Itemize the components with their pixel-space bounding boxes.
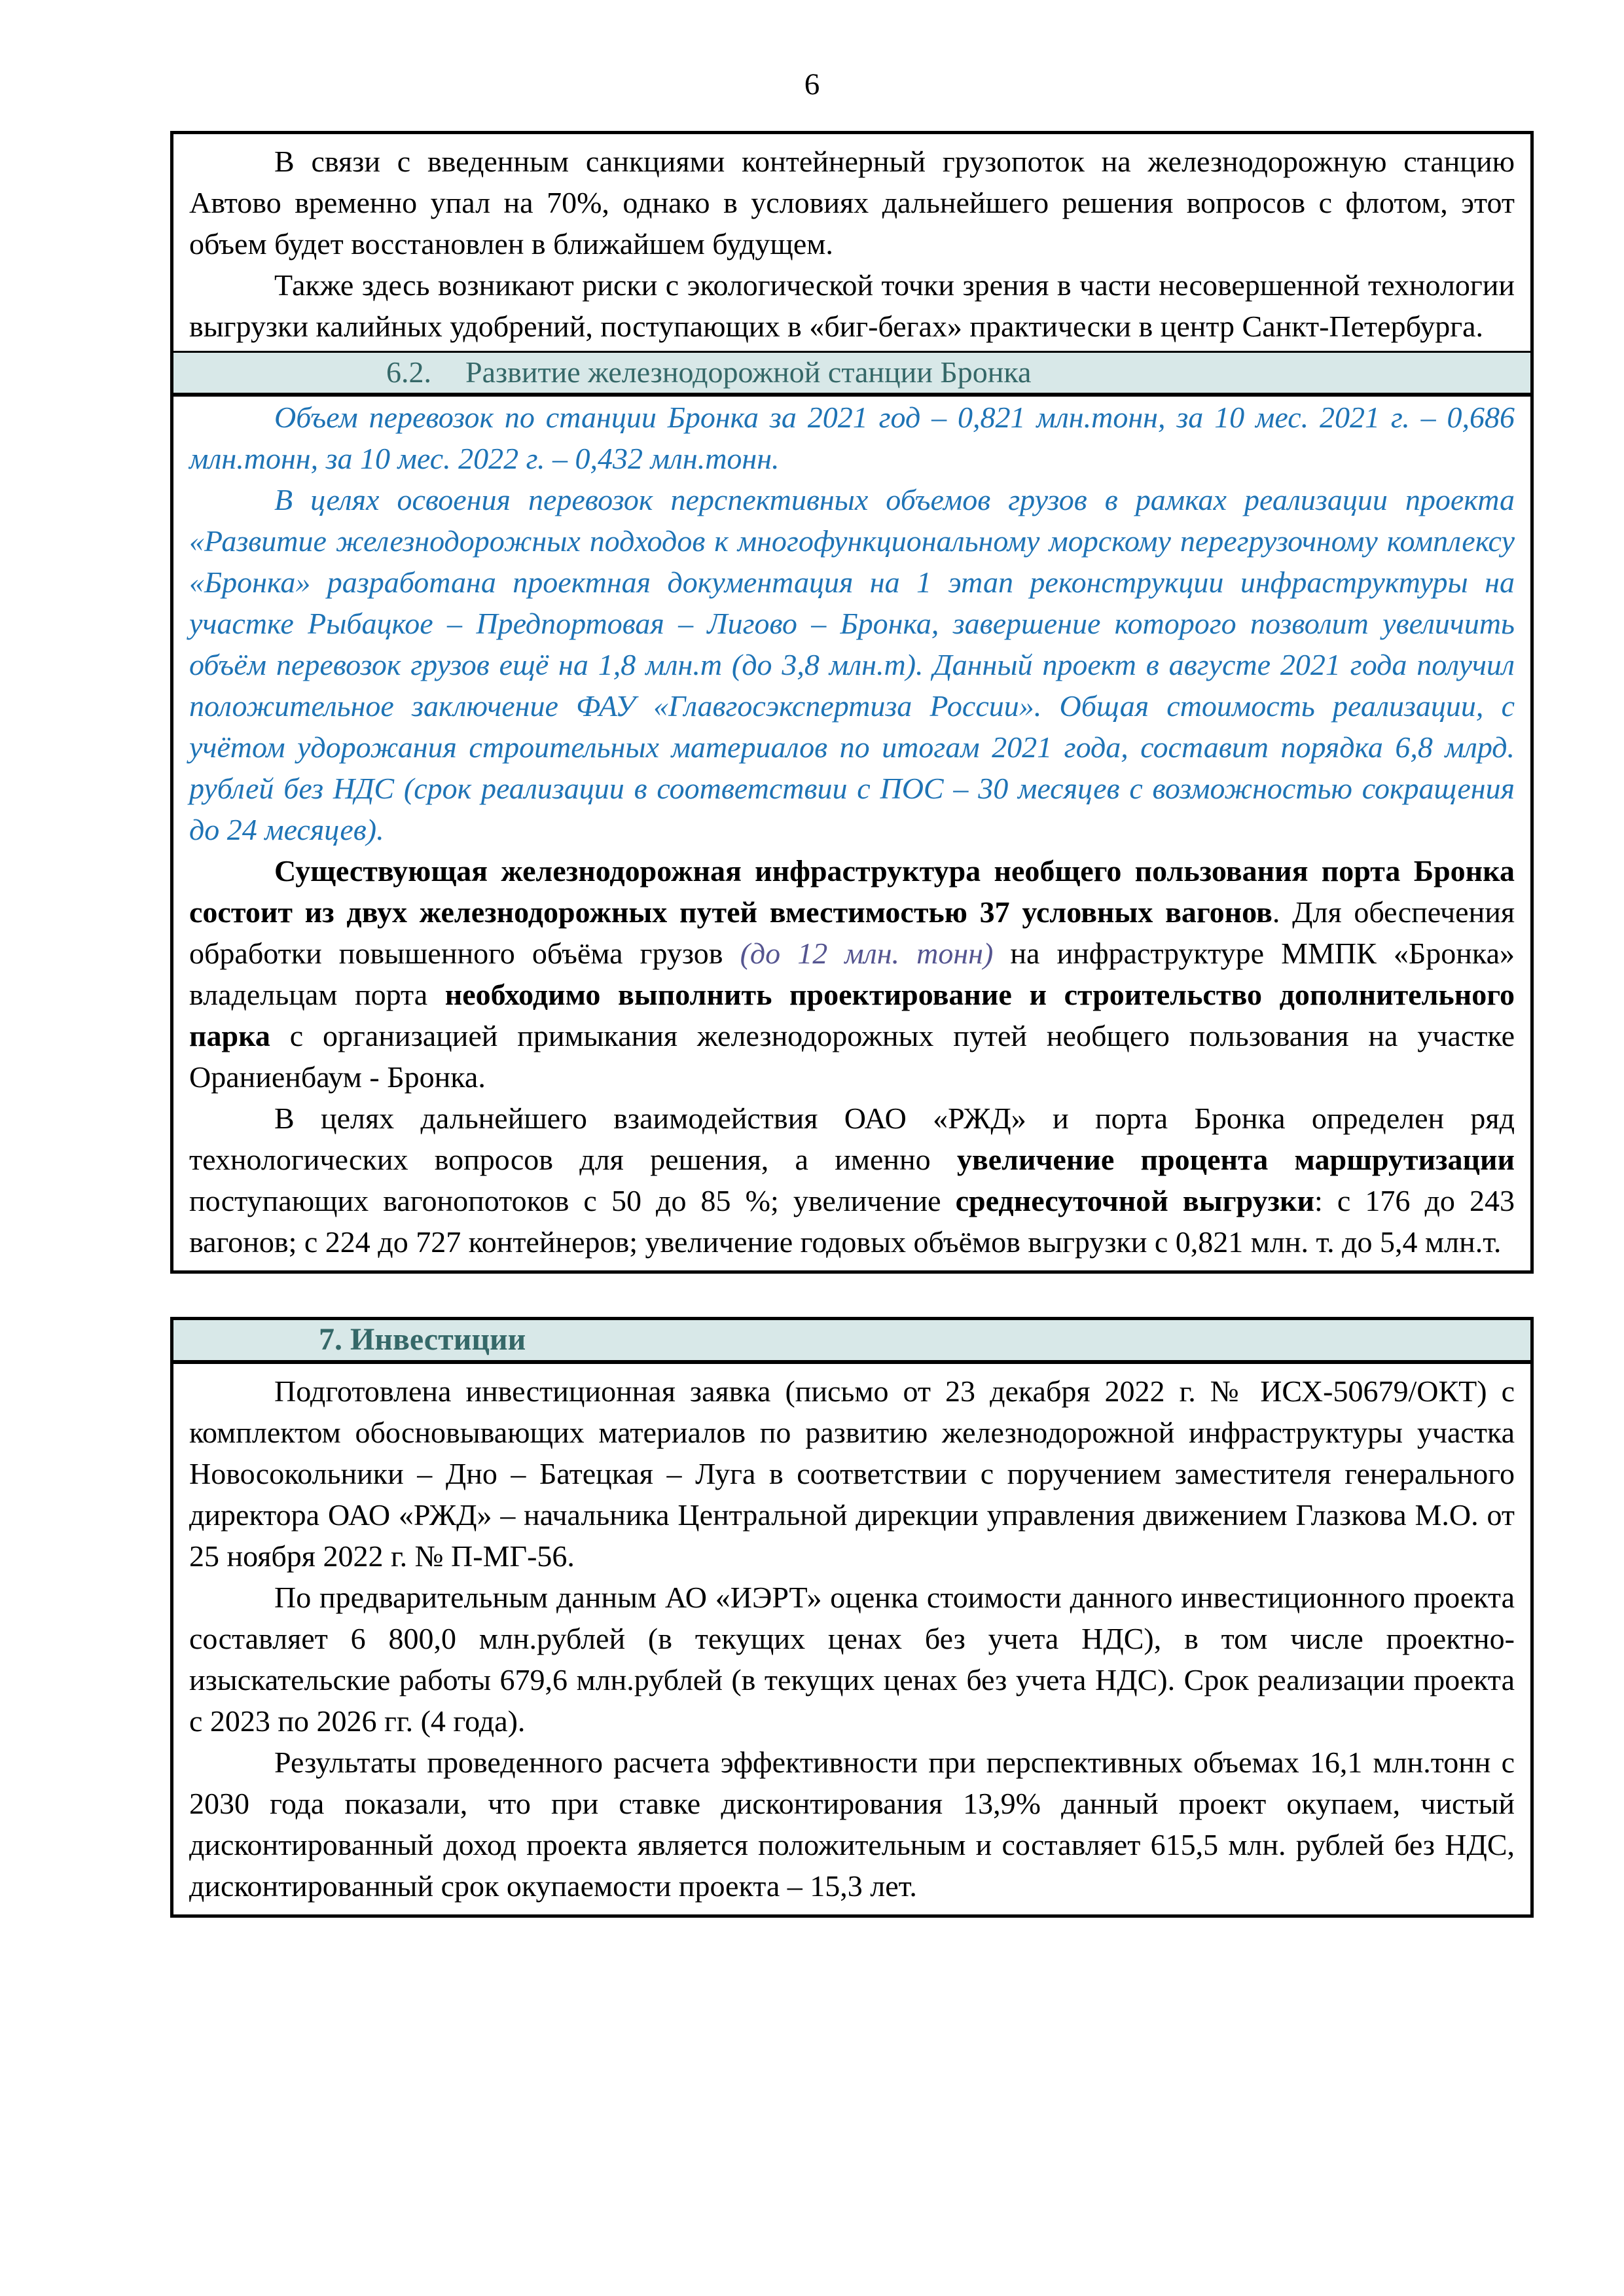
text-mmpk-bronka: на инфраструктуре ММПК «Бронка» владельцам порта xyxy=(189,937,1515,1011)
text-wagon-flows: поступающих вагонопотоков с 50 до 85 %; увеличение xyxy=(189,1184,956,1217)
heading-6-2-bronka xyxy=(173,351,1530,397)
page-content xyxy=(170,131,1534,1918)
page-number: 6 xyxy=(804,67,820,101)
text-rzd-intro: В целях дальнейшего взаимодействия ОАО «РЖД» и порта Бронка определен ряд технологических вопросов для решения, а именно xyxy=(189,1102,1515,1176)
bold-need-design-park: необходимо выполнить проектирование и строительство дополнительного парка xyxy=(189,978,1515,1052)
paragraph-rzd-cooperation xyxy=(173,1098,1530,1270)
paragraph-investment-request: Подготовлена инвестиционная заявка (письмо от 23 декабря 2022 г. № ИСХ-50679/ОКТ) с комплектом обосновывающих материалов по развитию железнодорожной инфраструктуры участка Новосокольники – Дно – Батецкая – Луга в соответствии с поручением заместителя генерального директора ОАО «РЖД» – начальника Центральной дирекции управления движением Глазкова М.О. от 25 ноября 2022 г. № П-МГ-56. xyxy=(189,1374,1515,1573)
paragraph-existing-infrastructure xyxy=(173,850,1530,1098)
paragraph-bronka-project: В целях освоения перевозок перспективных объемов грузов в рамках реализации проекта «Развитие железнодорожных подходов к многофункциональному морскому перегрузочному комплексу «Бронка» разработана проектная документация на 1 этап реконструкции инфраструктуры на участке Рыбацкое – Предпортовая – Лигово – Бронка, завершение которого позволит увеличить объём перевозок грузов ещё на 1,8 млн.т (до 3,8 млн.т). Данный проект в августе 2021 года получил положительное заключение ФАУ «Главгосэкспертиза России». Общая стоимость реализации, с учётом удорожания строительных материалов по итогам 2021 года, составит порядка 6,8 млрд. рублей без НДС (срок реализации в соответствии с ПОС – 30 месяцев с возможностью сокращения до 24 месяцев). xyxy=(189,483,1515,846)
bold-existing-infrastructure: Существующая железнодорожная инфраструктура необщего пользования порта Бронка состоит из двух железнодорожных путей вместимостью 37 условных вагонов xyxy=(189,854,1515,929)
paragraph-ecology-risks: Также здесь возникают риски с экологической точки зрения в части несовершенной технологии выгрузки калийных удобрений, поступающих в «биг-бегах» практически в центр Санкт-Петербурга. xyxy=(189,268,1515,343)
heading-6-2-title: Развитие железнодорожной станции Бронка xyxy=(465,355,1032,389)
paragraph-avtovo-sanctions: В связи с введенным санкциями контейнерный грузопоток на железнодорожную станцию Автово временно упал на 70%, однако в условиях дальнейшего решения вопросов с флотом, этот объем будет восстановлен в ближайшем будущем. xyxy=(189,145,1515,260)
paragraph-efficiency-results: Результаты проведенного расчета эффективности при перспективных объемах 16,1 млн.тонн с 2030 года показали, что при ставке дисконтирования 13,9% данный проект окупаем, чистый дисконтированный доход проекта является положительным и составляет 615,5 млн. рублей без НДС, дисконтированный срок окупаемости проекта – 15,3 лет. xyxy=(189,1746,1515,1903)
italic-12-mln-tonn: (до 12 млн. тонн) xyxy=(740,937,994,970)
text-processing-volume: . Для обеспечения обработки повышенного объёма грузов xyxy=(189,895,1515,970)
section-box-investments xyxy=(170,1317,1534,1918)
text-oranienbaum-bronka: с организацией примыкания железнодорожных путей необщего пользования на участке Ораниенбаум - Бронка. xyxy=(189,1019,1515,1094)
paragraph-bronka-volumes: Объем перевозок по станции Бронка за 2021 год – 0,821 млн.тонн, за 10 мес. 2021 г. – 0,686 млн.тонн, за 10 мес. 2022 г. – 0,432 млн.тонн. xyxy=(189,401,1515,475)
paragraph-iert-estimate: По предварительным данным АО «ИЭРТ» оценка стоимости данного инвестиционного проекта составляет 6 800,0 млн.рублей (в текущих ценах без учета НДС), в том числе проектно-изыскательские работы 679,6 млн.рублей (в текущих ценах без учета НДС). Срок реализации проекта с 2023 по 2026 гг. (4 года). xyxy=(189,1581,1515,1738)
section-box-bronka xyxy=(170,131,1534,1274)
heading-7-investments: 7. Инвестиции xyxy=(173,1320,1530,1364)
bold-routing-percent: увеличение процента маршрутизации xyxy=(956,1143,1515,1176)
text-unloading-figures: : с 176 до 243 вагонов; с 224 до 727 контейнеров; увеличение годовых объёмов выгрузки с 0,821 млн. т. до 5,4 млн.т. xyxy=(189,1184,1515,1259)
bold-daily-unloading: среднесуточной выгрузки xyxy=(955,1184,1314,1217)
heading-6-2-number: 6.2. xyxy=(386,355,431,389)
